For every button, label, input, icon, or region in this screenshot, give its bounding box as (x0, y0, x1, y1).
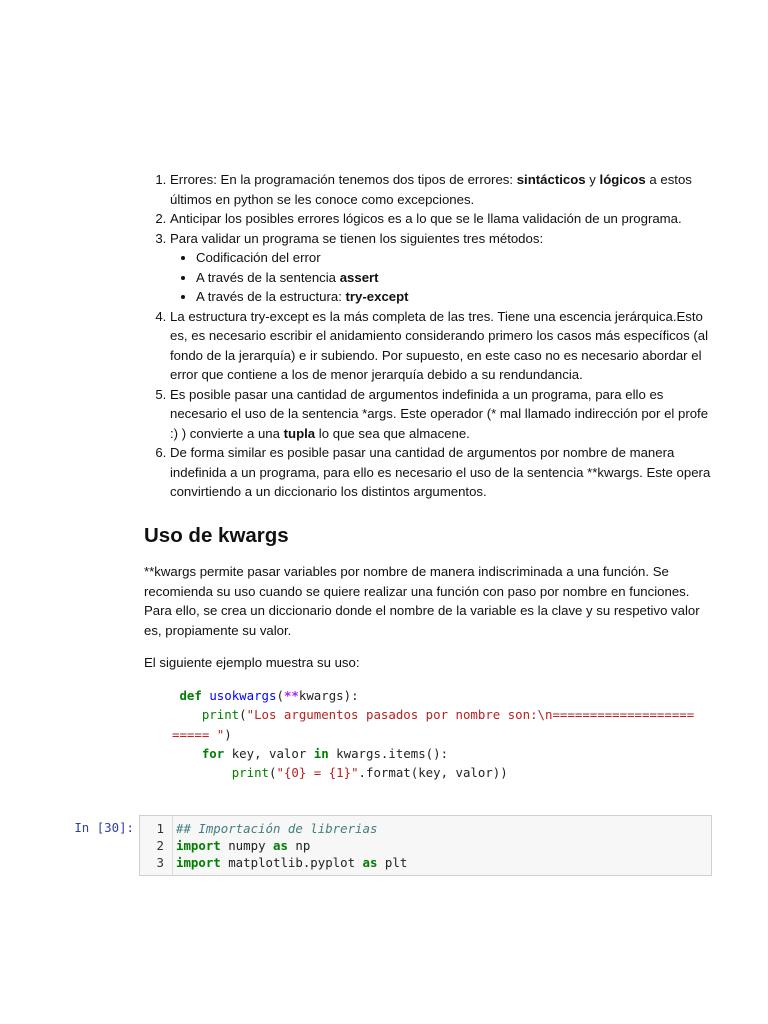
list-item-text: Es posible pasar una cantidad de argumentos indefinida a un programa, para ello es necesario el uso de la sentencia *args. Este operador (* mal llamado indirección por el profe :) ) convierte a una (170, 386, 709, 441)
code-text: .format(key, valor)) (358, 765, 508, 781)
code-keyword: import (176, 855, 221, 870)
bold-assert: assert (339, 269, 379, 285)
bold-try-except: try-except (345, 289, 409, 304)
code-line (172, 707, 694, 722)
bullet-text: A través de la sentencia (196, 269, 340, 285)
code-line (176, 821, 377, 836)
code-line (172, 727, 232, 742)
list-item (170, 229, 714, 307)
code-text: kwargs): (298, 688, 359, 703)
list-item-text: Para validar un programa se tienen los siguientes tres métodos: (170, 230, 544, 246)
list-item (170, 385, 714, 444)
methods-bullet-list (170, 248, 714, 307)
bold-syntactic: sintácticos (516, 172, 586, 187)
bullet-text: Codificación del error (196, 250, 321, 265)
code-text: ( (269, 765, 277, 781)
list-item-text: Errores: En la programación tenemos dos tipos de errores: (170, 172, 517, 187)
code-keyword: as (362, 855, 378, 870)
bold-tupla: tupla (283, 425, 316, 441)
bullet-item (196, 268, 714, 288)
code-line (176, 838, 310, 853)
code-text: ( (276, 688, 284, 703)
line-number: 2 (156, 838, 164, 853)
line-number-gutter (140, 816, 173, 875)
list-item-text: lo que sea que almacene. (315, 425, 470, 441)
list-item (170, 443, 714, 502)
cell-input-prompt: In [30]: (74, 820, 134, 835)
list-item-text: La estructura try-except es la más completa de las tres. Tiene una escencia jerárquica.Esto es, es necesario escribir el anidamiento considerando primero los casos más específicos (al fondo de la jerarquía) e ir subiendo. Por supuesto, en este caso no es necesario abordar el error que contiene a los de menor jerarquía debido a su rendundancia. (170, 308, 709, 382)
list-item (170, 170, 714, 209)
list-item (170, 307, 714, 385)
code-string: "{0} = {1}" (276, 765, 359, 781)
bullet-text: A través de la estructura: (196, 289, 346, 304)
list-item-text: y (585, 172, 600, 187)
list-item (170, 209, 714, 229)
kwargs-paragraph: **kwargs permite pasar variables por nombre de manera indiscriminada a una función. Se recomienda su uso cuando se quiere realizar una función con paso por nombre en funciones. Para ello, se crea un diccionario donde el nombre de la variable es la clave y su respetivo valor es, propiamente su valor. (144, 564, 700, 638)
code-keyword: for (201, 745, 225, 761)
code-string: "Los argumentos pasados por nombre son:\n=================== (246, 707, 695, 723)
errors-ordered-list (144, 170, 714, 502)
code-text: plt (377, 855, 408, 870)
line-number: 3 (156, 855, 164, 870)
code-keyword: in (313, 745, 329, 761)
code-text: key, valor (224, 745, 314, 761)
bullet-item (196, 248, 714, 268)
code-operator: ** (283, 688, 299, 703)
example-intro-paragraph: El siguiente ejemplo muestra su uso: (144, 655, 360, 670)
code-line (172, 688, 359, 703)
code-string: ===== " (172, 726, 225, 742)
code-keyword: import (176, 838, 221, 853)
code-builtin: print (231, 765, 269, 781)
markdown-list (144, 170, 714, 502)
line-number: 1 (156, 821, 164, 836)
code-text: kwargs.items(): (328, 745, 449, 761)
code-cell-editor[interactable] (139, 815, 712, 876)
code-text: np (287, 838, 311, 853)
code-text: ) (224, 726, 232, 742)
list-item-text: a estos últimos en python se les conoce como excepciones. (170, 172, 692, 207)
code-builtin: print (201, 707, 240, 723)
bold-logical: lógicos (599, 172, 646, 187)
list-item-text: De forma similar es posible pasar una cantidad de argumentos por nombre de manera indefinida a un programa, para ello es necesario el uso de la sentencia **kwargs. Este opera convirtiendo a un diccionario los distintos argumentos. (170, 445, 711, 499)
code-text: numpy (220, 838, 273, 853)
code-line (172, 746, 448, 761)
code-line (172, 765, 508, 780)
code-text: ( (239, 707, 247, 723)
code-line (176, 855, 407, 870)
code-comment: ## Importación de librerias (176, 821, 378, 836)
code-text: matplotlib.pyplot (220, 855, 363, 870)
code-keyword: def (179, 688, 202, 703)
section-heading: Uso de kwargs (144, 524, 289, 547)
bullet-item (196, 287, 714, 307)
code-keyword: as (272, 838, 288, 853)
list-item-text: Anticipar los posibles errores lógicos es a lo que se le llama validación de un programa. (170, 211, 682, 226)
code-function: usokwargs (209, 688, 277, 703)
example-code-block (172, 686, 694, 782)
